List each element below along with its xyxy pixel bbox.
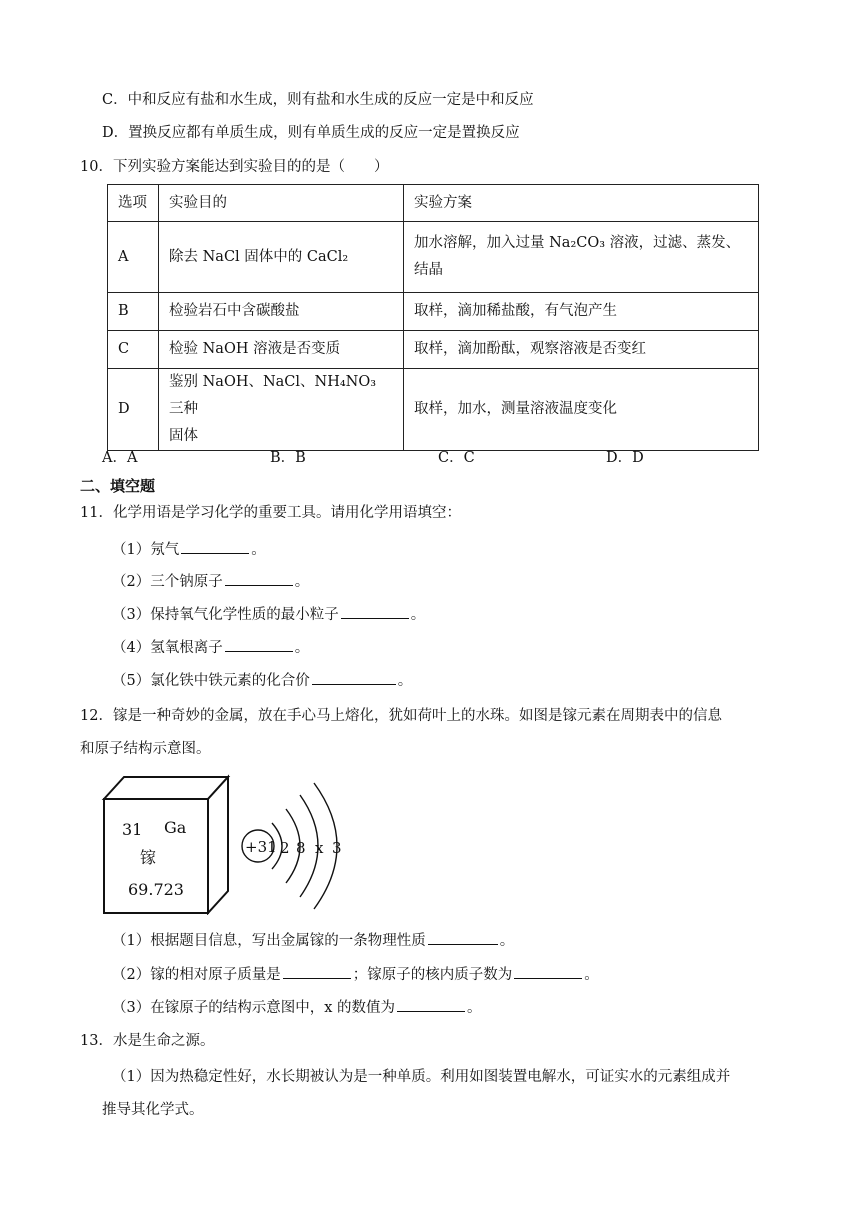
q12-item-3 xyxy=(112,997,482,1018)
atomic-number: 31 xyxy=(122,820,143,839)
nucleus-charge: +31 xyxy=(245,838,277,856)
answer-blank[interactable] xyxy=(397,997,465,1012)
item-text: （1）氖气 xyxy=(112,542,180,558)
row-purpose: 检验 NaOH 溶液是否变质 xyxy=(159,331,404,369)
shell-2-electrons: 8 xyxy=(296,839,306,857)
q11-item-5 xyxy=(112,670,412,691)
item-suffix: 。 xyxy=(467,1000,482,1016)
item-suffix: 。 xyxy=(251,542,266,558)
item-suffix: 。 xyxy=(294,574,310,590)
table-header-row xyxy=(108,185,759,222)
item-text: （3）保持氧气化学性质的最小粒子 xyxy=(112,607,339,623)
answer-blank[interactable] xyxy=(225,637,293,652)
row-plan-line2: 结晶 xyxy=(414,262,443,278)
q12-stem-line2: 和原子结构示意图。 xyxy=(80,741,211,757)
q11-item-4 xyxy=(112,637,309,658)
gallium-diagram xyxy=(100,773,380,915)
item-text: （2）镓的相对原子质量是 xyxy=(112,967,281,983)
header-purpose: 实验目的 xyxy=(159,185,404,222)
answer-blank[interactable] xyxy=(283,964,351,979)
row-option: D xyxy=(108,369,159,451)
answer-blank[interactable] xyxy=(514,964,582,979)
item-text: （5）氯化铁中铁元素的化合价 xyxy=(112,673,310,689)
table-row xyxy=(108,369,759,451)
answer-blank[interactable] xyxy=(312,670,396,685)
item-suffix: 。 xyxy=(499,933,515,949)
q11-stem: 11．化学用语是学习化学的重要工具。请用化学用语填空： xyxy=(80,505,461,521)
item-suffix: 。 xyxy=(584,967,599,983)
section-title: 二、填空题 xyxy=(80,477,156,495)
q10-stem: 10．下列实验方案能达到实验目的的是（ ） xyxy=(80,159,389,175)
choice-c: C．C xyxy=(438,450,475,466)
row-plan: 取样，滴加稀盐酸，有气泡产生 xyxy=(404,293,759,331)
q11-item-3 xyxy=(112,604,425,625)
q12-stem-line1: 12．镓是一种奇妙的金属，放在手心马上熔化，犹如荷叶上的水珠。如图是镓元素在周期表中的信息 xyxy=(80,708,722,724)
row-plan: 取样，加水，测量溶液温度变化 xyxy=(404,369,759,451)
choice-b: B．B xyxy=(270,450,306,466)
table-row xyxy=(108,293,759,331)
row-purpose-line2: 固体 xyxy=(169,428,198,444)
q9-option-d: D．置换反应都有单质生成，则有单质生成的反应一定是置换反应 xyxy=(102,125,520,141)
table-row xyxy=(108,331,759,369)
row-purpose-line1: 鉴别 NaOH、NaCl、NH₄NO₃ 三种 xyxy=(169,374,377,417)
row-option: A xyxy=(108,222,159,293)
shell-1-electrons: 2 xyxy=(280,839,290,857)
gallium-figure xyxy=(100,773,380,919)
item-suffix: 。 xyxy=(294,640,310,656)
answer-blank[interactable] xyxy=(225,571,293,586)
atomic-mass: 69.723 xyxy=(128,880,184,899)
choice-a: A．A xyxy=(102,450,138,466)
answer-blank[interactable] xyxy=(341,604,409,619)
answer-blank[interactable] xyxy=(181,539,249,554)
element-name: 镓 xyxy=(140,848,157,867)
row-plan-line1: 加水溶解，加入过量 Na₂CO₃ 溶液，过滤、蒸发、 xyxy=(414,235,741,251)
shell-3-electrons: x xyxy=(315,839,324,857)
experiment-table xyxy=(107,184,759,451)
item-text: （3）在镓原子的结构示意图中，x 的数值为 xyxy=(112,1000,396,1016)
item-suffix: 。 xyxy=(410,607,426,623)
element-symbol: Ga xyxy=(164,818,187,837)
q13-item-1-line1: （1）因为热稳定性好，水长期被认为是一种单质。利用如图装置电解水，可证实水的元素组成并 xyxy=(112,1069,731,1085)
row-purpose: 检验岩石中含碳酸盐 xyxy=(159,293,404,331)
q13-stem: 13．水是生命之源。 xyxy=(80,1033,215,1049)
q13-item-1-line2: 推导其化学式。 xyxy=(102,1102,204,1118)
row-option: C xyxy=(108,331,159,369)
q11-item-1 xyxy=(112,539,266,560)
item-text: （2）三个钠原子 xyxy=(112,574,223,590)
row-purpose xyxy=(159,369,404,451)
q11-item-2 xyxy=(112,571,309,592)
q12-item-1 xyxy=(112,930,514,951)
item-suffix: 。 xyxy=(397,673,413,689)
row-plan: 取样，滴加酚酞，观察溶液是否变红 xyxy=(404,331,759,369)
item-text: （1）根据题目信息，写出金属镓的一条物理性质 xyxy=(112,933,426,949)
answer-blank[interactable] xyxy=(428,930,498,945)
q12-item-2 xyxy=(112,964,599,985)
row-purpose: 除去 NaCl 固体中的 CaCl₂ xyxy=(159,222,404,293)
row-plan xyxy=(404,222,759,293)
header-option: 选项 xyxy=(108,185,159,222)
table-row xyxy=(108,222,759,293)
shell-4-electrons: 3 xyxy=(332,839,342,857)
item-text-middle: ；镓原子的核内质子数为 xyxy=(352,967,513,983)
choice-d: D．D xyxy=(606,450,644,466)
q9-option-c: C．中和反应有盐和水生成，则有盐和水生成的反应一定是中和反应 xyxy=(102,92,534,108)
row-option: B xyxy=(108,293,159,331)
header-plan: 实验方案 xyxy=(404,185,759,222)
item-text: （4）氢氧根离子 xyxy=(112,640,223,656)
